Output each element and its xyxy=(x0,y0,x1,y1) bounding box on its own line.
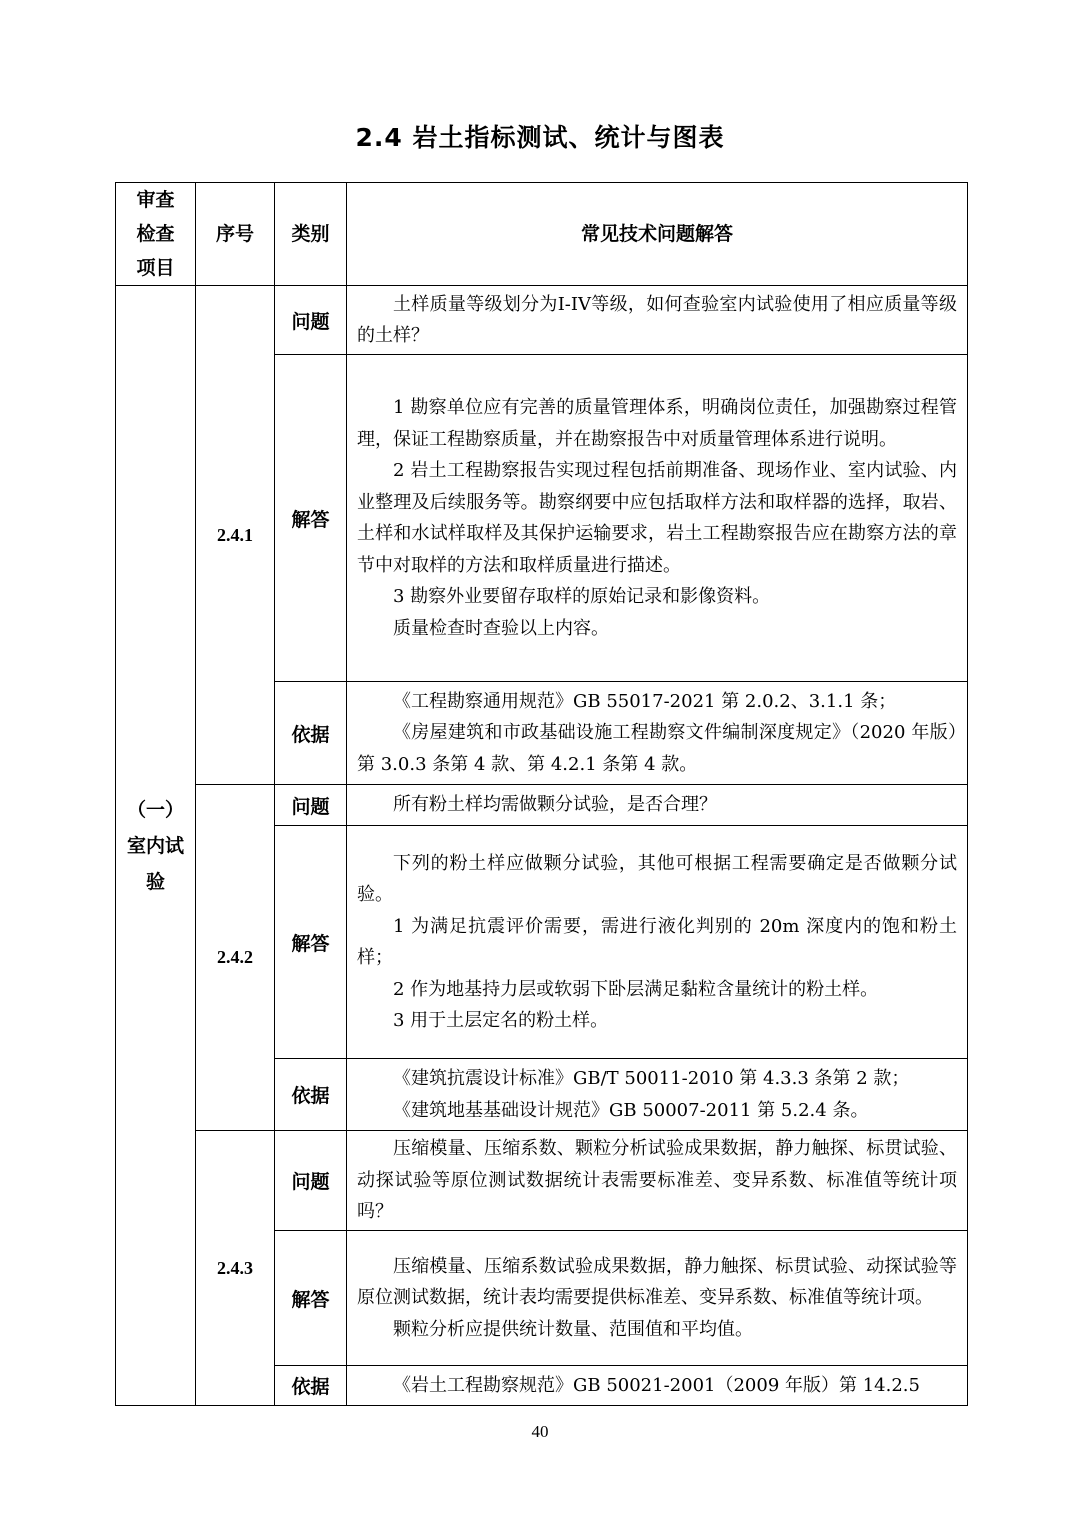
table-row xyxy=(116,785,968,826)
content-cell xyxy=(347,682,968,785)
content-paragraph: 颗粒分析应提供统计数量、范围值和平均值。 xyxy=(393,1318,753,1340)
content-paragraph: 1 为满足抗震评价需要，需进行液化判别的 20m 深度内的饱和粉土样； xyxy=(357,915,957,968)
category-cell: 依据 xyxy=(275,682,347,785)
project-line: 验 xyxy=(145,870,165,893)
content-paragraph: 质量检查时查验以上内容。 xyxy=(393,617,609,639)
content-paragraph: 《岩土工程勘察规范》GB 50021-2001（2009 年版）第 14.2.5 xyxy=(393,1374,920,1396)
category-cell: 解答 xyxy=(275,1231,347,1366)
category-cell: 解答 xyxy=(275,826,347,1059)
content-cell xyxy=(347,286,968,355)
content-paragraph: 3 勘察外业要留存取样的原始记录和影像资料。 xyxy=(393,586,771,607)
header-project-line: 项目 xyxy=(136,257,175,279)
category-cell: 依据 xyxy=(275,1059,347,1131)
content-paragraph: 《工程勘察通用规范》GB 55017-2021 第 2.0.2、3.1.1 条； xyxy=(393,690,897,712)
category-cell: 解答 xyxy=(275,355,347,682)
page-title: 2.4 岩土指标测试、统计与图表 xyxy=(355,123,725,152)
table-header-row xyxy=(116,183,968,286)
table-row xyxy=(116,1131,968,1231)
content-cell xyxy=(347,1131,968,1231)
header-project-line: 检查 xyxy=(136,223,175,245)
category-cell: 问题 xyxy=(275,1131,347,1231)
content-paragraph: 1 勘察单位应有完善的质量管理体系，明确岗位责任，加强勘察过程管理，保证工程勘察质量，并在勘察报告中对质量管理体系进行说明。 xyxy=(357,397,957,450)
content-cell xyxy=(347,826,968,1059)
header-project xyxy=(116,183,196,286)
content-paragraph: 所有粉土样均需做颗分试验，是否合理？ xyxy=(393,794,717,816)
content-paragraph: 压缩模量、压缩系数试验成果数据，静力触探、标贯试验、动探试验等原位测试数据，统计表均需要提供标准差、变异系数、标准值等统计项。 xyxy=(357,1255,957,1309)
project-line: （一） xyxy=(126,798,184,821)
content-cell xyxy=(347,1059,968,1131)
header-category: 类别 xyxy=(275,183,347,286)
content-paragraph: 2 作为地基持力层或软弱下卧层满足黏粒含量统计的粉土样。 xyxy=(393,978,879,1000)
header-seq: 序号 xyxy=(196,183,275,286)
content-paragraph: 《建筑抗震设计标准》GB/T 50011-2010 第 4.3.3 条第 2 款； xyxy=(393,1068,910,1089)
category-cell: 问题 xyxy=(275,785,347,826)
content-paragraph: 土样质量等级划分为I-IV等级，如何查验室内试验使用了相应质量等级的土样？ xyxy=(357,293,957,346)
category-cell: 问题 xyxy=(275,286,347,355)
project-cell xyxy=(116,286,196,1406)
category-cell: 依据 xyxy=(275,1366,347,1406)
content-paragraph: 《房屋建筑和市政基础设施工程勘察文件编制深度规定》（2020 年版）第 3.0.3 条第 4 款、第 4.2.1 条第 4 款。 xyxy=(357,722,957,775)
project-line: 室内试 xyxy=(126,834,184,857)
header-project-line: 审查 xyxy=(136,189,175,211)
content-cell xyxy=(347,1366,968,1406)
content-paragraph: 下列的粉土样应做颗分试验，其他可根据工程需要确定是否做颗分试验。 xyxy=(357,852,957,905)
content-paragraph: 3 用于土层定名的粉土样。 xyxy=(393,1010,609,1031)
content-cell xyxy=(347,1231,968,1366)
header-content: 常见技术问题解答 xyxy=(347,183,968,286)
qa-table xyxy=(115,182,968,1406)
content-cell xyxy=(347,785,968,826)
seq-cell: 2.4.3 xyxy=(196,1131,275,1406)
table-row xyxy=(116,286,968,355)
content-paragraph: 《建筑地基基础设计规范》GB 50007-2011 第 5.2.4 条。 xyxy=(393,1099,869,1121)
page-number: 40 xyxy=(531,1422,549,1441)
seq-cell: 2.4.1 xyxy=(196,286,275,785)
content-cell xyxy=(347,355,968,682)
content-paragraph: 压缩模量、压缩系数、颗粒分析试验成果数据，静力触探、标贯试验、动探试验等原位测试数据统计表需要标准差、变异系数、标准值等统计项吗？ xyxy=(357,1138,957,1223)
seq-cell: 2.4.2 xyxy=(196,785,275,1131)
content-paragraph: 2 岩土工程勘察报告实现过程包括前期准备、现场作业、室内试验、内业整理及后续服务等。勘察纲要中应包括取样方法和取样器的选择，取岩、土样和水试样取样及其保护运输要求，岩土工程勘察报告应在勘察方法的章节中对取样的方法和取样质量进行描述。 xyxy=(357,460,957,576)
